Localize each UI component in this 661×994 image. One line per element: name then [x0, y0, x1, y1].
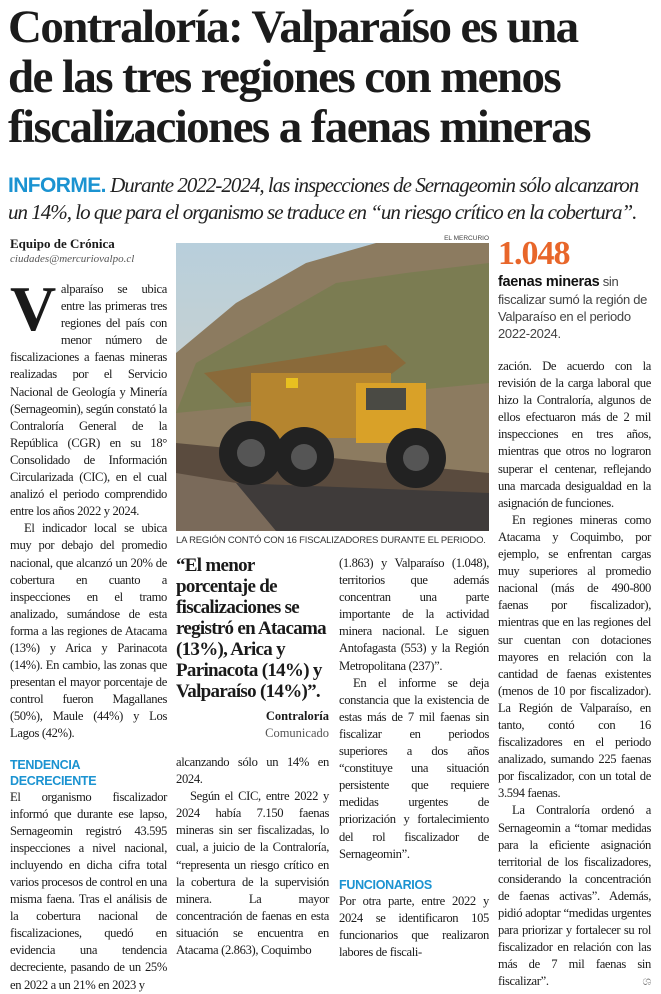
- quote-source-type: Comunicado: [265, 726, 329, 740]
- section-heading: FUNCIONARIOS: [339, 877, 432, 892]
- lead-kicker: INFORME.: [8, 174, 106, 197]
- factbox-number: 1.048: [498, 235, 570, 272]
- paragraph: zación. De acuerdo con la revisión de la carga laboral que hizo la Contraloría, algunos de ellos efectuaron más de 2 mil inspecciones en tres años, mientras que otros no lograron superar el centenar, reflejando una marcada desigualdad en la asignación de funciones.: [498, 359, 651, 510]
- paragraph: En regiones mineras como Atacama y Coquimbo, por ejemplo, se enfrentan cargas muy superiores al promedio nacional (más de 490-800 faenas por fiscalizador), mientras que en las regiones del sur cuentan con dotaciones mayores en relación con la cantidad de faenas existentes (menos de 10 por fiscalizador). La Región de Valparaíso, en tanto, contó con 16 fiscalizadores en el periodo analizado, sumando 225 faenas por fiscalizador, con un total de 3.594 faenas.: [498, 512, 651, 801]
- headline-line: Contraloría: Valparaíso es una: [8, 1, 578, 53]
- factbox-text: sin fiscalizar sumó la región de Valparaíso en el periodo 2022-2024.: [498, 274, 648, 341]
- column-1-wrap: [10, 235, 167, 994]
- column-4-wrap: [498, 235, 651, 990]
- column-3: [339, 555, 489, 961]
- paragraph: Por otra parte, entre 2022 y 2024 se identificaron 105 funcionarios que realizaron labores de fiscali-: [339, 893, 489, 959]
- paragraph: (1.863) y Valparaíso (1.048), territorios que además concentran una parte importante de la actividad minera nacional. Le siguen Antofagasta (553) y la Región Metropolitana (237)”.: [339, 556, 489, 673]
- middle-columns: [176, 235, 489, 961]
- headline: [8, 2, 658, 152]
- section-heading: TENDENCIA DECRECIENTE: [10, 757, 97, 788]
- paragraph: En el informe se deja constancia que la existencia de estas más de 7 mil faenas sin fiscalizar en periodos superiores a dos años “constituye una situación persistente que requiere medidas urgentes de priorización y fortalecimiento del rol fiscalizador de Sernageomin”.: [339, 675, 489, 861]
- paragraph-text: La Contraloría ordenó a Sernageomin a “tomar medidas para la eficiente asignación territorial de los fiscalizadores, considerando la concentración de faenas activas”. Además, pidió adoptar “medidas urgentes para priorizar y fortalecer su rol fiscalizador en relación con las más de 7 mil faenas sin fiscalizar”.: [498, 803, 651, 989]
- pull-quote: “El menor porcentaje de fiscalizaciones se registró en Atacama (13%), Arica y Parinacota (14%) y Valparaíso (14%)”.: [176, 555, 326, 702]
- factbox-bold: faenas mineras: [498, 274, 600, 290]
- mining-truck-photo: [176, 243, 489, 531]
- column-4: [498, 358, 651, 990]
- headline-line: fiscalizaciones a faenas mineras: [8, 101, 590, 153]
- headline-line: de las tres regiones con menos: [8, 51, 561, 103]
- dropcap: V: [10, 273, 56, 344]
- byline-author: Equipo de Crónica: [10, 236, 115, 251]
- column-2: [176, 754, 329, 959]
- quote-source: Contraloría: [265, 709, 329, 723]
- article-header: [0, 0, 661, 225]
- paragraph: El organismo fiscalizador informó que durante ese lapso, Sernageomin registró 43.595 inspecciones a nivel nacional, incluyendo en dicha cifra total varios procesos de control en una misma faena. Tras el análisis de la cobertura nacional de fiscalizaciones, quedó en evidencia una tendencia decreciente, pasando de un 25% en 2022 a un 21% en 2023 y: [10, 789, 167, 992]
- truck-image-icon: [176, 243, 489, 531]
- column-1: [10, 273, 167, 994]
- photo-caption: LA REGIÓN CONTÓ CON 16 FISCALIZADORES DURANTE EL PERIODO.: [176, 535, 486, 546]
- article-body: [0, 235, 661, 994]
- columns-2-3: [176, 555, 489, 961]
- paragraph: El indicador local se ubica muy por debajo del promedio nacional, que alcanzó un 20% de cobertura en cuanto a inspecciones en el tramo analizado, sumándose de esta forma a las regiones de Atacama (13%) y Arica y Parinacota (14%). En cambio, las zonas que presentan el mayor porcentaje de control fueron Magallanes (50%), Maule (44%) y Los Lagos (42%).: [10, 521, 167, 741]
- paragraph: Según el CIC, entre 2022 y 2024 había 7.150 faenas mineras sin ser fiscalizadas, lo cual, a juicio de la Contraloría, “representa un riesgo crítico en la cobertura de la supervisión minera. La mayor concentración de faenas en esta situación se encuentra en Atacama (2.863), Coquimbo: [176, 789, 329, 958]
- paragraph: alcanzando sólo un 14% en 2024.: [176, 755, 329, 787]
- photo-credit: EL MERCURIO: [444, 235, 489, 242]
- lead-text: Durante 2022-2024, las inspecciones de Sernageomin sólo alcanzaron un 14%, lo que para el organismo se traduce en “un riesgo crítico en la cobertura”.: [8, 173, 639, 224]
- byline-email[interactable]: ciudades@mercuriovalpo.cl: [10, 253, 135, 265]
- end-mark-icon: ශ: [642, 974, 651, 989]
- lead-paragraph: [8, 172, 658, 225]
- column-2-wrap: [176, 555, 329, 961]
- factbox: [498, 273, 651, 342]
- paragraph: alparaíso se ubica entre las primeras tres regiones del país con menor número de fiscalizaciones a faenas mineras realizadas por el Servicio Nacional de Geología y Minería (Sernageomin), según constató la Contraloría General de la República (CGR) en su 18° Consolidado de Información Circularizada (CIC), en el cual analizó el periodo comprendido entre los años 2022 y 2024.: [10, 282, 167, 519]
- paragraph: [498, 802, 651, 990]
